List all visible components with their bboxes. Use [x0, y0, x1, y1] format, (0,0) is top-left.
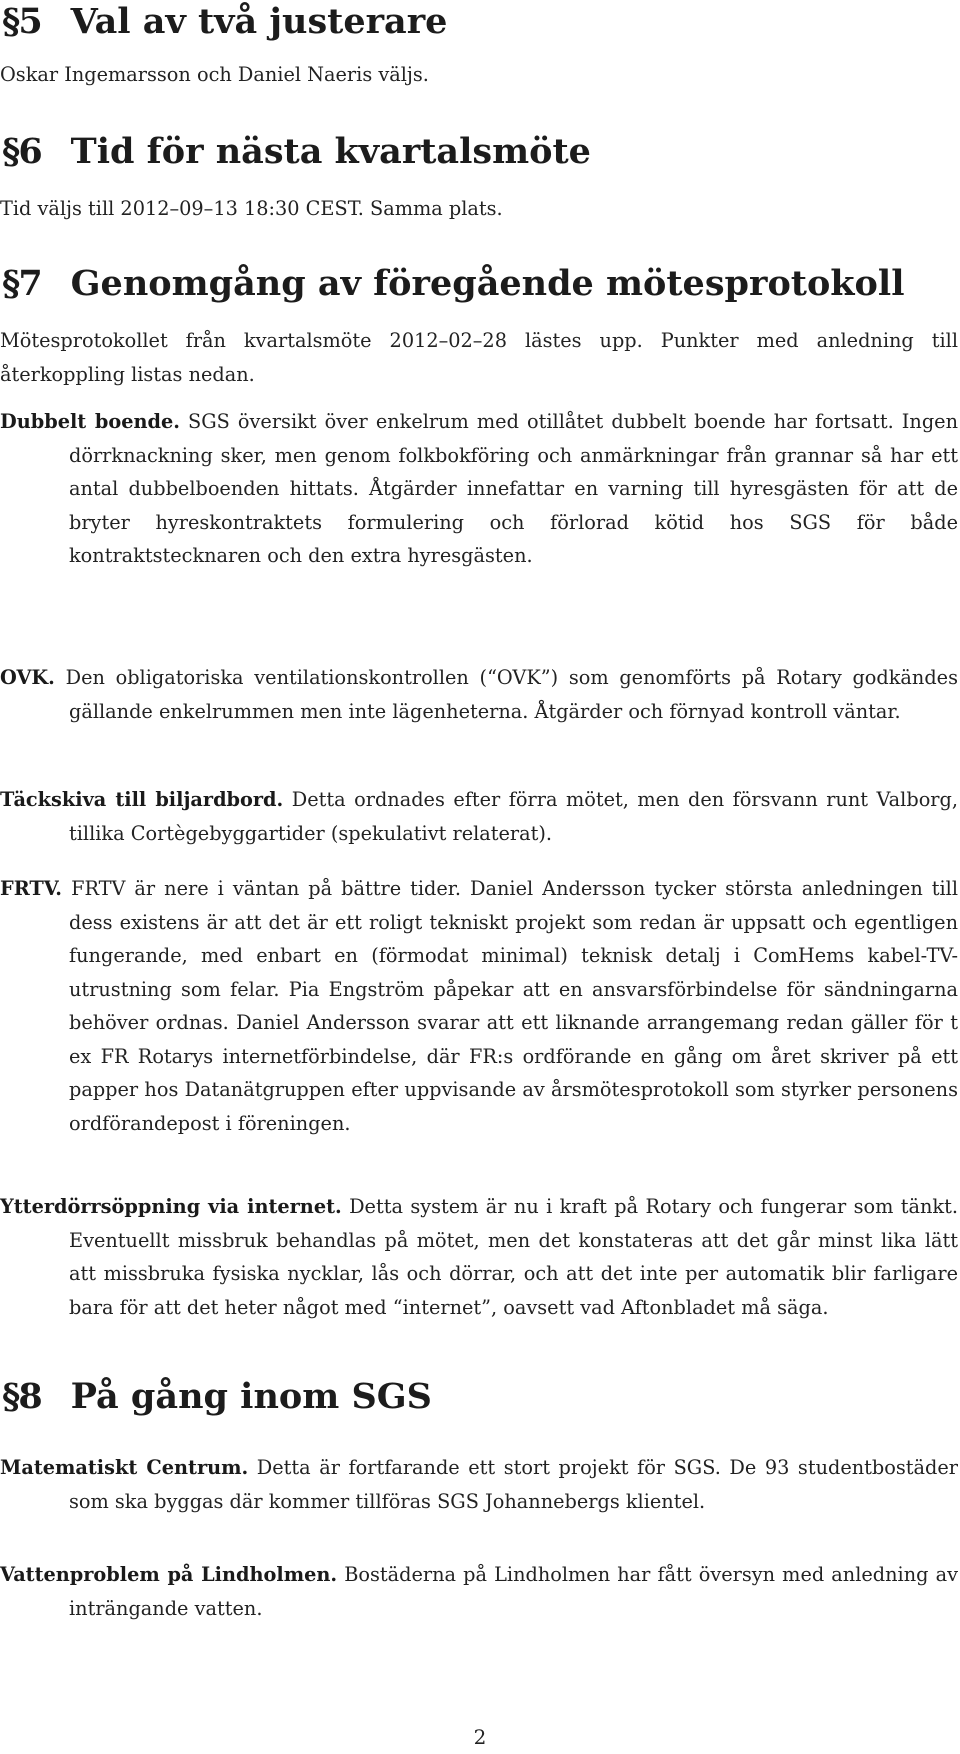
section-sign: § [2, 1, 19, 42]
item-frtv [0, 872, 958, 1140]
section-heading-7 [2, 262, 905, 306]
section-number: 7 [18, 263, 43, 304]
item-dubbelt-boende [0, 405, 958, 573]
item-text: SGS översikt över enkelrum med otillåtet dubbelt boende har fortsatt. Ingen dörrknackning sker, men genom folkbokföring och anmärkningar från grannar så har ett antal dubbelboenden hittats. Åtgärder innefattar en varning till hyresgästen för att de bryter hyreskontraktets formulering och förlorad kötid hos SGS för både kontraktstecknaren och den extra hyresgästen. [69, 410, 958, 567]
item-term: FRTV. [0, 877, 63, 900]
page-number: 2 [473, 1725, 487, 1749]
item-matematiskt-centrum [0, 1451, 958, 1518]
item-tackskiva [0, 783, 958, 850]
section-sign: § [2, 131, 19, 172]
item-term: Vattenproblem på Lindholmen. [0, 1563, 338, 1586]
item-term: Ytterdörrsöppning via internet. [0, 1195, 342, 1218]
section-title: Val av två justerare [70, 1, 448, 42]
section-heading-5 [2, 0, 447, 44]
item-text: Detta är fortfarande ett stort projekt för SGS. De 93 studentbostäder som ska byggas där kommer tillföras SGS Johannebergs klientel. [69, 1456, 958, 1513]
item-term: Dubbelt boende. [0, 410, 180, 433]
item-term: OVK. [0, 666, 55, 689]
section-title: Tid för nästa kvartalsmöte [70, 131, 591, 172]
section-6-body: Tid väljs till 2012–09–13 18:30 CEST. Samma plats. [0, 197, 503, 220]
item-text: Den obligatoriska ventilationskontrollen (“OVK”) som genomförts på Rotary godkändes gällande enkelrummen men inte lägenheterna. Åtgärder och förnyad kontroll väntar. [65, 666, 958, 723]
section-title: På gång inom SGS [70, 1376, 432, 1417]
item-ovk [0, 661, 958, 728]
item-text: Detta ordnades efter förra mötet, men den försvann runt Valborg, tillika Cortègebyggartider (spekulativt relaterat). [69, 788, 958, 845]
section-sign: § [2, 1376, 19, 1417]
section-number: 6 [18, 131, 43, 172]
item-text: Bostäderna på Lindholmen har fått översyn med anledning av inträngande vatten. [69, 1563, 958, 1620]
section-number: 5 [18, 1, 43, 42]
section-heading-6 [2, 130, 591, 174]
item-term: Täckskiva till biljardbord. [0, 788, 284, 811]
section-title: Genomgång av föregående mötesprotokoll [70, 263, 905, 304]
section-heading-8 [2, 1375, 432, 1419]
item-term: Matematiskt Centrum. [0, 1456, 249, 1479]
item-vattenproblem [0, 1558, 958, 1625]
item-text: FRTV är nere i väntan på bättre tider. Daniel Andersson tycker största anledningen till dess existens är att det är ett roligt tekniskt projekt som redan är uppsatt och egentligen fungerande, med enbart en (förmodat minimal) teknisk detalj i ComHems kabel-TV-utrustning som felar. Pia Engström påpekar att en ansvarsförbindelse för sändningarna behöver ordnas. Daniel Andersson svarar att ett liknande arrangemang redan gäller för t ex FR Rotarys internetförbindelse, där FR:s ordförande en gång om året skriver på ett papper hos Datanätgruppen efter uppvisande av årsmötesprotokoll som styrker personens ordförandepost i föreningen. [69, 877, 958, 1135]
section-5-body: Oskar Ingemarsson och Daniel Naeris väljs. [0, 63, 429, 86]
item-text: Detta system är nu i kraft på Rotary och fungerar som tänkt. Eventuellt missbruk behandlas på mötet, men det konstateras att det går minst lika lätt att missbruka fysiska nycklar, lås och dörrar, och att det inte per automatik blir farligare bara för att det heter något med “internet”, oavsett vad Aftonbladet må säga. [69, 1195, 958, 1319]
item-ytterdorr [0, 1190, 958, 1324]
section-sign: § [2, 263, 19, 304]
section-number: 8 [18, 1376, 43, 1417]
section-7-body: Mötesprotokollet från kvartalsmöte 2012–02–28 lästes upp. Punkter med anledning till återkoppling listas nedan. [0, 329, 958, 386]
